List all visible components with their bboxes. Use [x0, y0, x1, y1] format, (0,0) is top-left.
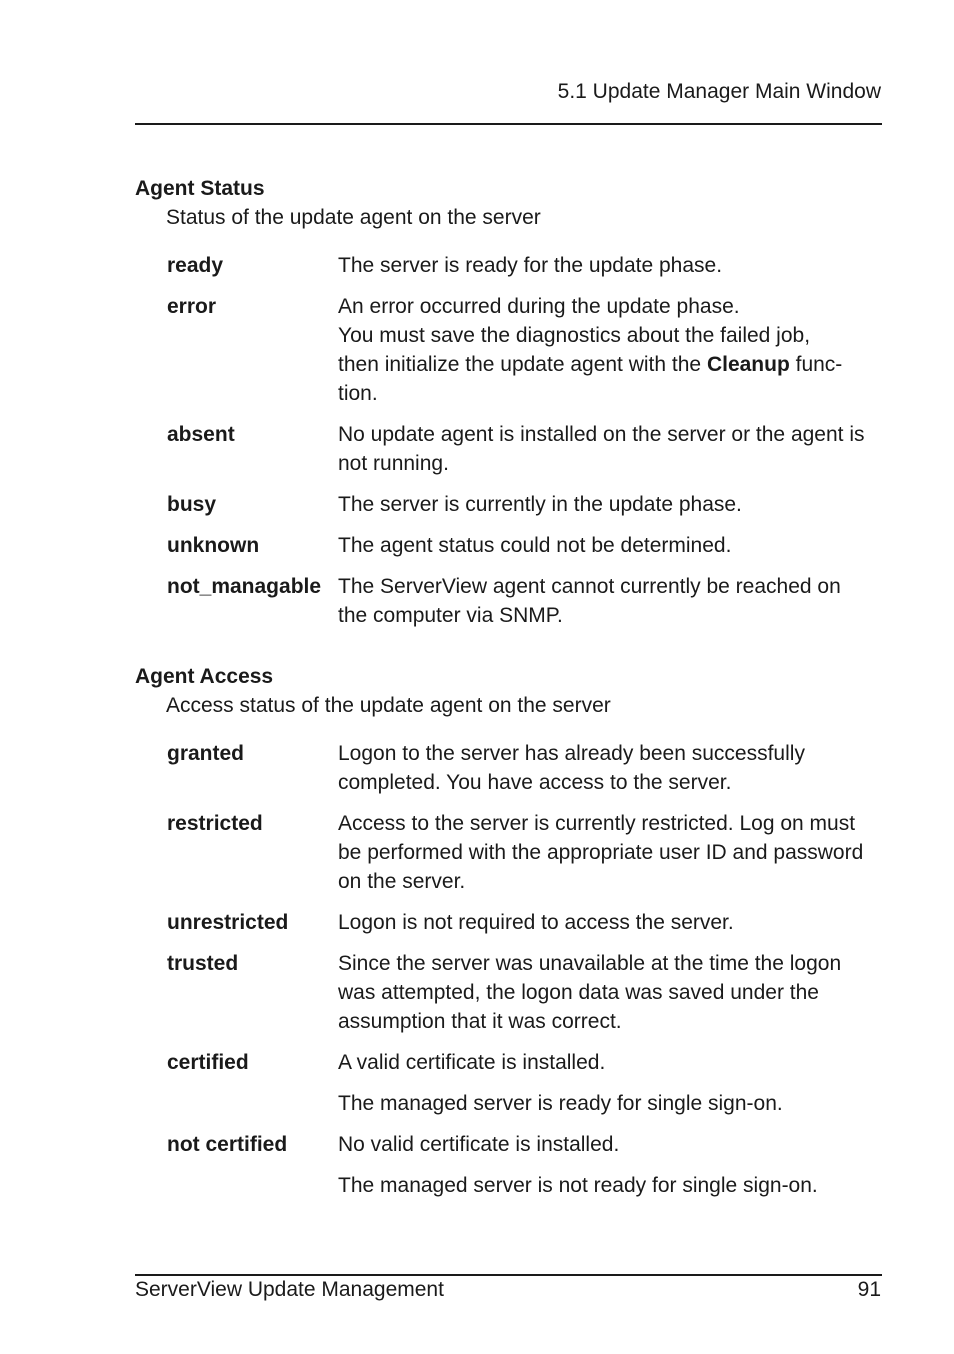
definition-row — [135, 908, 882, 937]
definition-description — [338, 949, 882, 1036]
header-rule — [135, 123, 882, 125]
definition-term: absent — [167, 423, 235, 446]
description-line: Access to the server is currently restricted. Log on must be performed with the appropriate user ID and password on the server. — [338, 812, 864, 893]
description-line: The managed server is not ready for single sign-on. — [338, 1174, 818, 1197]
cleanup-function-name: Cleanup — [706, 353, 790, 376]
definition-description — [338, 1048, 882, 1118]
description-text: then initialize the update agent with the — [338, 353, 707, 376]
definition-list — [135, 739, 882, 1200]
definition-description — [338, 531, 882, 560]
definition-description — [338, 739, 882, 797]
description-line: The managed server is ready for single sign-on. — [338, 1092, 783, 1115]
description-line: Logon to the server has already been successfully completed. You have access to the server. — [338, 742, 805, 794]
definition-row — [135, 809, 882, 896]
description-line: No valid certificate is installed. — [338, 1133, 620, 1156]
description-line: The agent status could not be determined. — [338, 534, 732, 557]
description-line: An error occurred during the update phase. — [338, 295, 740, 318]
definition-list — [135, 251, 882, 630]
definition-term: unrestricted — [167, 911, 289, 934]
footer-rule — [135, 1274, 882, 1276]
section-description: Status of the update agent on the server — [166, 206, 541, 229]
definition-term: granted — [167, 742, 245, 765]
footer-title: ServerView Update Management — [135, 1278, 444, 1301]
definition-description — [338, 1130, 882, 1200]
definition-term: unknown — [167, 534, 260, 557]
agent-status-section — [135, 174, 882, 642]
definition-term: not_managable — [167, 575, 322, 598]
section-title: Agent Access — [135, 665, 274, 688]
page-number: 91 — [857, 1278, 881, 1301]
definition-term: ready — [167, 254, 224, 277]
agent-access-section — [135, 662, 882, 1212]
description-line: The server is currently in the update phase. — [338, 493, 742, 516]
definition-term: certified — [167, 1051, 249, 1074]
description-line: The server is ready for the update phase. — [338, 254, 723, 277]
section-description: Access status of the update agent on the server — [166, 694, 611, 717]
definition-row — [135, 739, 882, 797]
description-line: No update agent is installed on the server or the agent is not running. — [338, 423, 865, 475]
definition-term: trusted — [167, 952, 239, 975]
definition-row — [135, 292, 882, 408]
description-line — [338, 350, 868, 379]
definition-row — [135, 490, 882, 519]
definition-row — [135, 1130, 882, 1200]
definition-description — [338, 908, 882, 937]
definition-row — [135, 251, 882, 280]
definition-term: restricted — [167, 812, 263, 835]
definition-term: error — [167, 295, 217, 318]
running-header: 5.1 Update Manager Main Window — [557, 80, 881, 103]
definition-description — [338, 292, 882, 408]
definition-row — [135, 1048, 882, 1118]
definition-description — [338, 809, 882, 896]
definition-row — [135, 572, 882, 630]
definition-description — [338, 251, 882, 280]
definition-description — [338, 490, 882, 519]
definition-term: not certified — [167, 1133, 288, 1156]
description-text: func- — [789, 353, 843, 376]
description-line: A valid certificate is installed. — [338, 1051, 606, 1074]
definition-row — [135, 531, 882, 560]
definition-row — [135, 420, 882, 478]
description-line: The ServerView agent cannot currently be reached on the computer via SNMP. — [338, 575, 841, 627]
definition-description — [338, 420, 882, 478]
definition-row — [135, 949, 882, 1036]
description-line: Logon is not required to access the server. — [338, 911, 734, 934]
description-line: Since the server was unavailable at the time the logon was attempted, the logon data was saved under the assumption that it was correct. — [338, 952, 842, 1033]
section-title: Agent Status — [135, 177, 265, 200]
definition-term: busy — [167, 493, 217, 516]
definition-description — [338, 572, 882, 630]
description-line: tion. — [338, 382, 378, 405]
description-line: You must save the diagnostics about the failed job, — [338, 324, 811, 347]
